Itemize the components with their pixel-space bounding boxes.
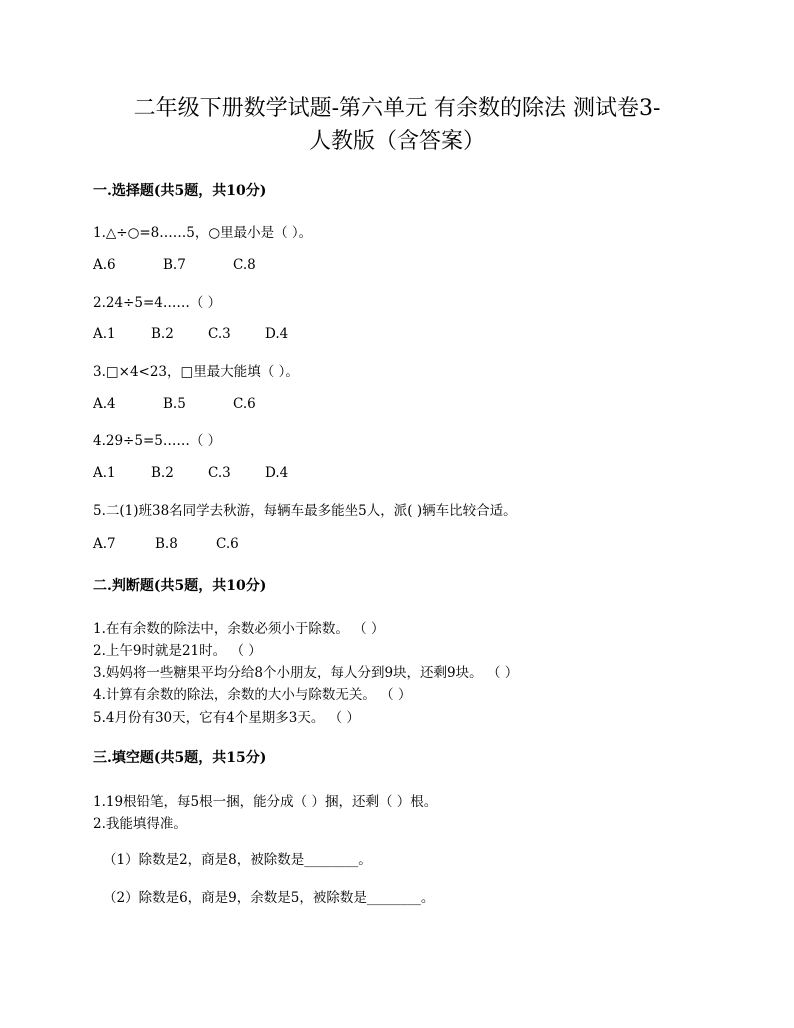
fill-question: 1.19根铅笔，每5根一捆，能分成（ ）捆，还剩（ ）根。 <box>93 794 438 810</box>
document-title-line-2: 人教版（含答案） <box>308 129 485 154</box>
fill-question: 2.我能填得准。 <box>93 816 187 832</box>
question-text: 3.□×4<23，□里最大能填（ ）。 <box>93 364 299 380</box>
option-b: B.7 <box>163 257 186 273</box>
option-a: A.6 <box>93 257 116 273</box>
option-list <box>93 257 256 273</box>
option-list <box>93 536 239 552</box>
option-list <box>93 396 256 412</box>
option-c: C.8 <box>233 257 256 273</box>
judgement-item: 1.在有余数的除法中，余数必须小于除数。 （ ） <box>93 621 385 637</box>
section-heading-judgement: 二.判断题(共5题，共10分) <box>93 578 267 594</box>
question-text: 5.二(1)班38名同学去秋游，每辆车最多能坐5人，派( )辆车比较合适。 <box>93 503 517 519</box>
fill-subquestion: （1）除数是2，商是8，被除数是________。 <box>103 852 372 868</box>
section-heading-fill-blank: 三.填空题(共5题，共15分) <box>93 750 267 766</box>
option-d: D.4 <box>265 326 289 342</box>
option-b: B.8 <box>155 536 178 552</box>
judgement-item: 5.4月份有30天，它有4个星期多3天。 （ ） <box>93 710 360 726</box>
question-text: 1.△÷○=8……5，○里最小是（ ）。 <box>93 225 313 241</box>
option-b: B.2 <box>151 326 174 342</box>
option-list <box>93 326 288 342</box>
option-a: A.1 <box>93 465 116 481</box>
question-text: 2.24÷5=4……（ ） <box>93 295 222 311</box>
fill-subquestion: （2）除数是6，商是9，余数是5，被除数是________。 <box>103 890 435 906</box>
option-list <box>93 465 288 481</box>
option-c: C.3 <box>208 326 231 342</box>
judgement-item: 3.妈妈将一些糖果平均分给8个小朋友，每人分到9块，还剩9块。 （ ） <box>93 665 519 681</box>
judgement-item: 2.上午9时就是21时。 （ ） <box>93 643 262 659</box>
option-c: C.3 <box>208 465 231 481</box>
option-b: B.5 <box>163 396 186 412</box>
option-a: A.7 <box>93 536 116 552</box>
option-d: D.4 <box>265 465 289 481</box>
option-a: A.1 <box>93 326 116 342</box>
option-c: C.6 <box>233 396 256 412</box>
option-c: C.6 <box>216 536 239 552</box>
option-b: B.2 <box>151 465 174 481</box>
section-heading-choice: 一.选择题(共5题，共10分) <box>93 183 267 199</box>
judgement-item: 4.计算有余数的除法，余数的大小与除数无关。 （ ） <box>93 687 412 703</box>
question-text: 4.29÷5=5……（ ） <box>93 433 222 449</box>
document-title-line-1: 二年级下册数学试题-第六单元 有余数的除法 测试卷3- <box>133 96 661 121</box>
option-a: A.4 <box>93 396 116 412</box>
